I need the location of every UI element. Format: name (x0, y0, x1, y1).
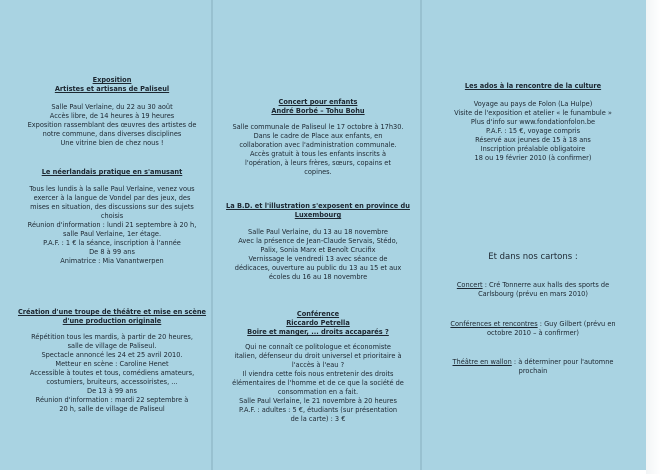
theatre-body: Répétition tous les mardis, à partir de 20 heures, salle de village de Paliseul. Spectacle annoncé les 24 et 25 avril 2010. Metteur en scène : Caroline Henet Accessible à toutes et tous, comédiens amateurs, costumiers, bruiteurs, accessoiristes, ... De 13 à 99 ans Réunion d'information : mardi 22 septembre à 20 h, salle de village de Paliseul (29, 333, 195, 413)
scanner-edge (646, 0, 661, 474)
exhibition-body: Salle Paul Verlaine, du 22 au 30 août Accès libre, de 14 heures à 19 heures Exposition rassemblant des œuvres des artistes de notre commune, dans diverses disciplines Une vitrine bien de chez nous ! (27, 103, 197, 147)
teens-body: Voyage au pays de Folon (La Hulpe) Visite de l'exposition et atelier « le funambule » Plus d'info sur www.fondationfolon.be P.A.F. : 15 €, voyage compris Réservé aux jeunes de 15 à 18 ans Inscription préalable obligatoire 18 ou 19 février 2010 (à confirmer) (454, 100, 612, 162)
dutch-heading: Le néerlandais pratique en s'amusant (41, 168, 183, 176)
cartons-item-concert-label: Concert (456, 281, 483, 289)
conference-section (220, 310, 416, 424)
cartons-item-theatre (428, 358, 638, 376)
teens-section (428, 82, 638, 163)
exhibition-heading: Exposition (92, 76, 132, 84)
conference-heading: Conférence (296, 310, 340, 318)
bd-section (220, 202, 416, 282)
cartons-item-conferences-text: : Guy Gilbert (prévu en octobre 2010 – à confirmer) (487, 320, 616, 337)
exhibition-subheading: Artistes et artisans de Paliseul (54, 85, 170, 93)
conference-topic: Boire et manger, ... droits accaparés ? (247, 328, 389, 336)
cartons-heading: Et dans nos cartons : (488, 252, 578, 262)
cartons-item-theatre-label: Théâtre en wallon (452, 358, 512, 366)
dutch-body: Tous les lundis à la salle Paul Verlaine, venez vous exercer à la langue de Vondel par des jeux, des mises en situation, des discussions sur des sujets choisis Réunion d'information : lundi 21 septembre à 20 h, salle Paul Verlaine, 1er étage. P.A.F. : 1 € la séance, inscription à l'année De 8 à 99 ans Animatrice : Mia Vanantwerpen (27, 185, 197, 265)
theatre-section (8, 308, 216, 414)
cartons-item-conferences (428, 320, 638, 338)
bd-body: Salle Paul Verlaine, du 13 au 18 novembre Avec la présence de Jean-Claude Servais, Stédo, Palix, Sonia Marx et Benoît Crucifix Vernissage le vendredi 13 avec séance de dédicaces, ouverture au public du 13 au 15 et aux écoles du 16 au 18 novembre (234, 228, 402, 281)
theatre-heading: Création d'une troupe de théâtre et mise en scène d'une production originale (17, 308, 207, 325)
teens-heading: Les ados à la rencontre de la culture (464, 82, 602, 90)
concert-heading: Concert pour enfants (278, 98, 358, 106)
concert-body: Salle communale de Paliseul le 17 octobre à 17h30. Dans le cadre de Place aux enfants, en collaboration avec l'administration communale. Accès gratuit à tous les enfants inscrits à l'opération, à leurs frères, sœurs, copains et copines. (232, 123, 404, 176)
fold-line-right (420, 0, 422, 470)
conference-body: Qui ne connaît ce politologue et économiste italien, défenseur du droit universel et prioritaire à l'accès à l'eau ? Il viendra cette fois nous entretenir des droits élémentaires de l'homme et de ce que la société de consommation en a fait. Salle Paul Verlaine, le 21 novembre à 20 heures P.A.F. : adultes : 5 €, étudiants (sur présentation de la carte) : 3 € (232, 343, 404, 423)
cartons-item-conferences-label: Conférences et rencontres (450, 320, 538, 328)
concert-subheading: André Borbé – Tohu Bohu (271, 107, 365, 115)
cartons-item-concert-text: : Cré Tonnerre aux halls des sports de Carlsbourg (prévu en mars 2010) (478, 281, 610, 298)
conference-speaker: Riccardo Petrella (286, 319, 350, 327)
concert-section (220, 98, 416, 177)
dutch-section (12, 168, 212, 266)
cartons-item-concert (428, 281, 638, 299)
bd-heading: La B.D. et l'illustration s'exposent en province du Luxembourg (226, 202, 410, 219)
cartons-item-theatre-text: : à déterminer pour l'automne prochain (513, 358, 614, 375)
exhibition-section (12, 76, 212, 148)
